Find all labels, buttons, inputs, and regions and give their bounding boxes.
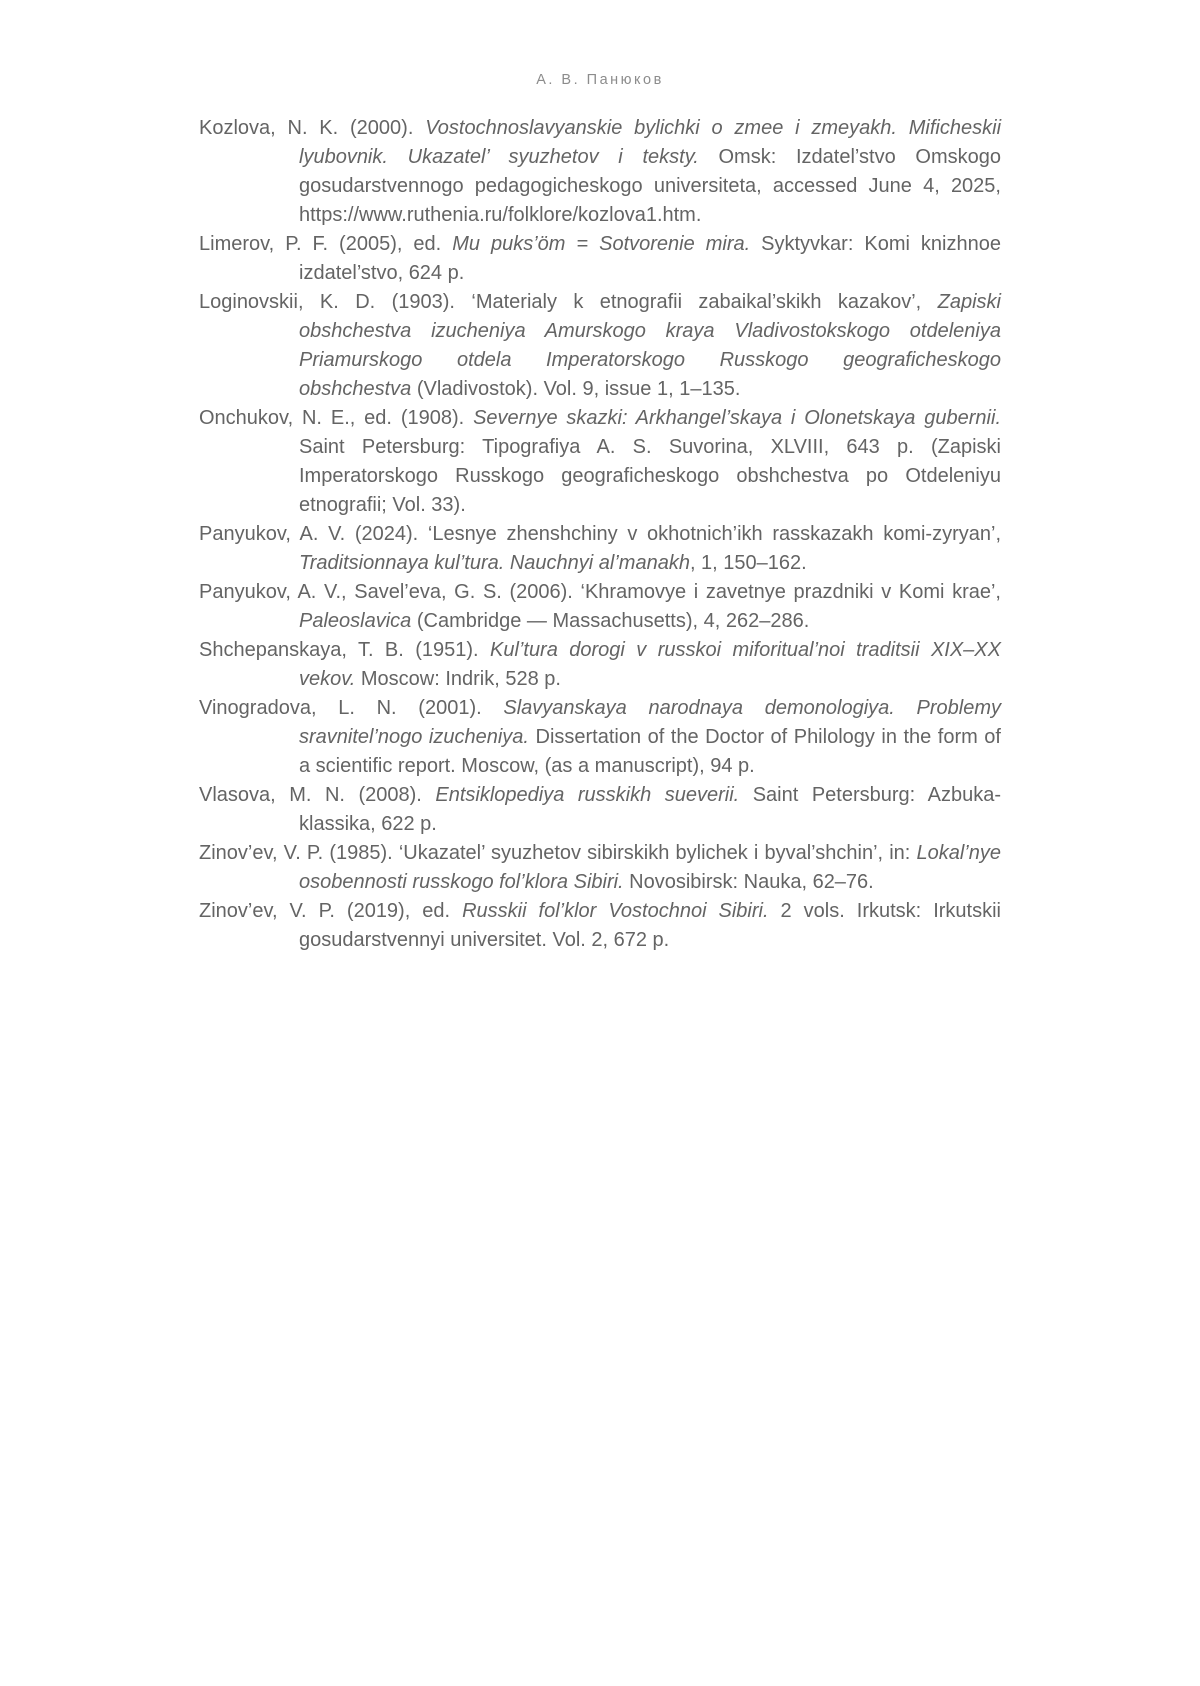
- reference-text: Panyukov, A. V., Savel’eva, G. S. (2006). ‘Khramovye i zavetnye prazdniki v Komi krae’,: [199, 581, 1001, 603]
- reference-entry: [199, 636, 1001, 694]
- reference-text: Onchukov, N. E., ed. (1908).: [199, 407, 474, 429]
- reference-title-italic: Severnye skazki: Arkhangel’skaya i Olonetskaya gubernii.: [473, 407, 1001, 429]
- reference-title-italic: Zapiski obshchestva izucheniya Amurskogo kraya Vladivostokskogo otdeleniya Priamurskogo otdela Imperatorskogo Russkogo geograficheskogo obshchestva: [299, 291, 1001, 400]
- reference-text: (Cambridge — Massachusetts), 4, 262–286.: [411, 610, 810, 632]
- reference-text: Kozlova, N. K. (2000).: [199, 117, 426, 139]
- reference-title-italic: Vostochnoslavyanskie bylichki o zmee i zmeyakh. Mificheskii lyubovnik. Ukazatel’ syuzhetov i teksty.: [299, 117, 1002, 168]
- reference-text: Zinov’ev, V. P. (2019), ed.: [199, 900, 463, 922]
- reference-entry: [199, 897, 1001, 955]
- reference-text: Dissertation of the Doctor of Philology in the form of a scientific report. Moscow, (as a manuscript), 94 p.: [299, 726, 1001, 777]
- reference-title-italic: Traditsionnaya kul’tura. Nauchnyi al’manakh: [299, 552, 690, 574]
- reference-entry: [199, 404, 1001, 520]
- reference-text: Zinov’ev, V. P. (1985). ‘Ukazatel’ syuzhetov sibirskikh bylichek i byval’shchin’, in:: [199, 842, 917, 864]
- reference-text: Vlasova, M. N. (2008).: [199, 784, 436, 806]
- reference-text: 2 vols. Irkutsk: Irkutskii gosudarstvennyi universitet. Vol. 2, 672 p.: [299, 900, 1001, 951]
- reference-entry: [199, 694, 1001, 781]
- reference-text: Syktyvkar: Komi knizhnoe izdatel’stvo, 624 p.: [299, 233, 1001, 284]
- reference-entry: [199, 578, 1001, 636]
- reference-entry: [199, 230, 1001, 288]
- reference-text: Loginovskii, K. D. (1903). ‘Materialy k etnografii zabaikal’skikh kazakov’,: [199, 291, 938, 313]
- reference-text: Panyukov, A. V. (2024). ‘Lesnye zhenshchiny v okhotnich’ikh rasskazakh komi-zyryan’,: [199, 523, 1001, 545]
- reference-entry: [199, 839, 1001, 897]
- reference-text: Shchepanskaya, T. B. (1951).: [199, 639, 491, 661]
- reference-entry: [199, 114, 1001, 230]
- reference-text: (Vladivostok). Vol. 9, issue 1, 1–135.: [411, 378, 741, 400]
- reference-title-italic: Slavyanskaya narodnaya demonologiya. Problemy sravnitel’nogo izucheniya.: [299, 697, 1001, 748]
- reference-text: Novosibirsk: Nauka, 62–76.: [623, 871, 874, 893]
- reference-text: Omsk: Izdatel’stvo Omskogo gosudarstvennogo pedagogicheskogo universiteta, accessed June 4, 2025, https://www.ruthenia.ru/folklore/kozlova1.htm.: [299, 146, 1001, 226]
- reference-title-italic: Paleoslavica: [299, 610, 412, 632]
- running-header: А. В. Панюков: [536, 72, 664, 88]
- reference-title-italic: Lokal’nye osobennosti russkogo fol’klora Sibiri.: [299, 842, 1001, 893]
- reference-text: Limerov, P. F. (2005), ed.: [199, 233, 453, 255]
- reference-title-italic: Kul’tura dorogi v russkoi miforitual’noi traditsii XIX–XX vekov.: [299, 639, 1001, 690]
- references-list: [199, 114, 1001, 955]
- reference-text: , 1, 150–162.: [689, 552, 807, 574]
- reference-entry: [199, 520, 1001, 578]
- reference-title-italic: Entsiklopediya russkikh sueverii.: [435, 784, 740, 806]
- reference-title-italic: Russkii fol’klor Vostochnoi Sibiri.: [462, 900, 769, 922]
- reference-entry: [199, 288, 1001, 404]
- reference-text: Saint Petersburg: Azbuka-klassika, 622 p.: [299, 784, 1001, 835]
- reference-title-italic: Mu puks’öm = Sotvorenie mira.: [452, 233, 751, 255]
- reference-text: Saint Petersburg: Tipografiya A. S. Suvorina, XLVIII, 643 p. (Zapiski Imperatorskogo Russkogo geograficheskogo obshchestva po Otdeleniyu etnografii; Vol. 33).: [299, 436, 1001, 516]
- reference-text: Vinogradova, L. N. (2001).: [199, 697, 504, 719]
- reference-text: Moscow: Indrik, 528 p.: [355, 668, 561, 690]
- reference-entry: [199, 781, 1001, 839]
